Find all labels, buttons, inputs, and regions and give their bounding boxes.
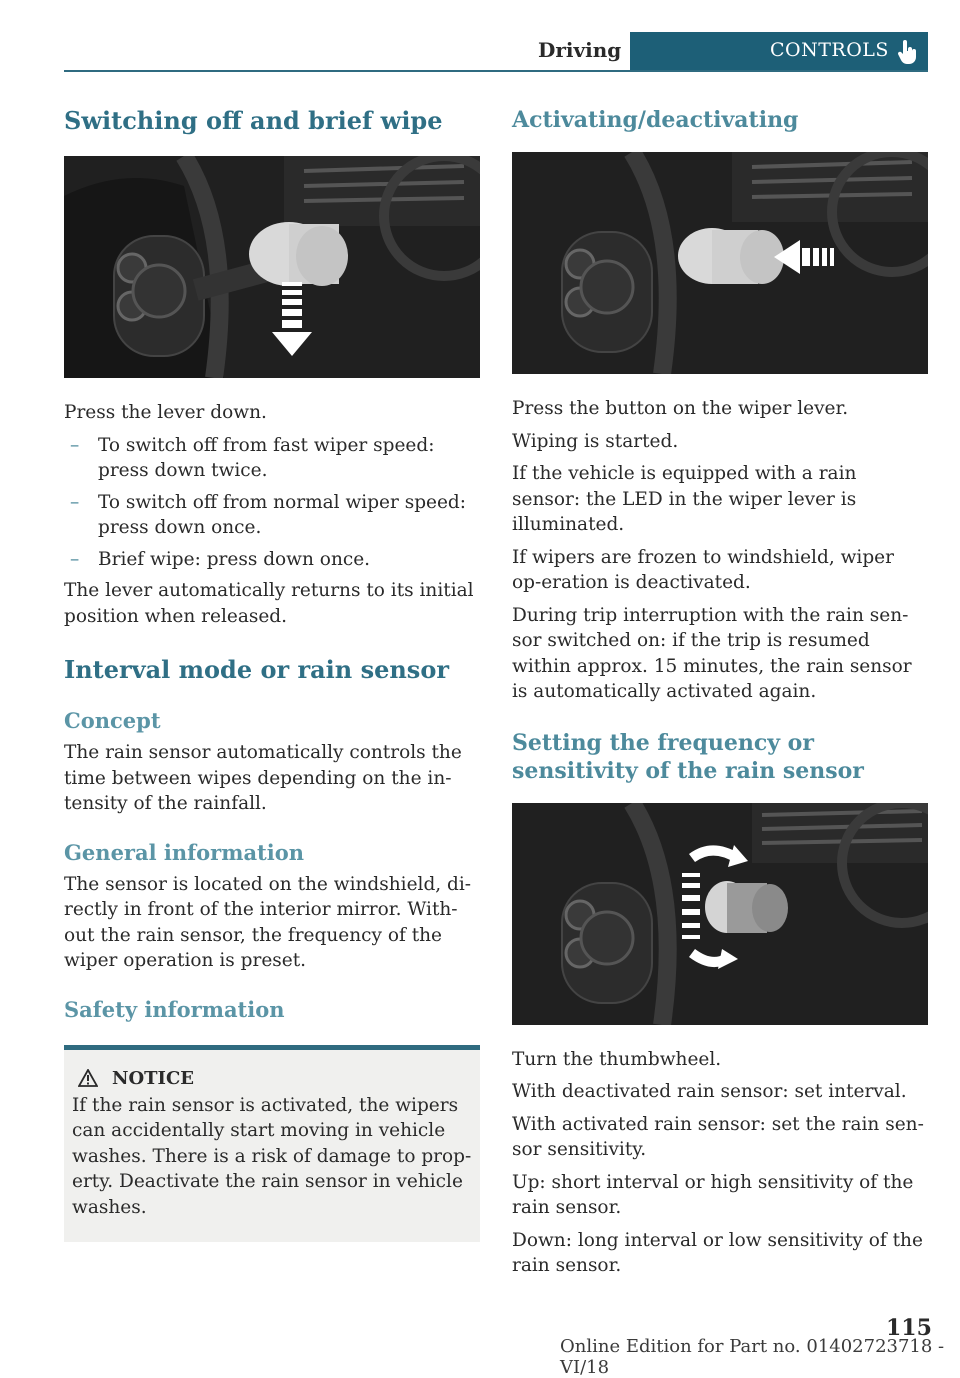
concept-text: The rain sensor automatically controls the time between wipes depending on the in-tensity of the rainfall. — [64, 742, 462, 814]
lever-down-illustration — [64, 156, 480, 378]
safety-info-heading: Safety information — [64, 996, 285, 1022]
activating-heading: Activating/deactivating — [512, 107, 799, 133]
header-chapter-label: CONTROLS — [770, 39, 889, 61]
hand-pointer-icon — [896, 40, 918, 64]
list-item-text: To switch off from fast wiper speed: press down twice. — [98, 434, 435, 481]
notice-box — [64, 1045, 480, 1243]
notice-label: NOTICE — [112, 1067, 194, 1089]
list-item — [64, 433, 480, 484]
section-title-brief-wipe: Switching off and brief wipe — [64, 106, 443, 135]
left-column — [64, 100, 480, 1242]
list-item-text: Brief wipe: press down once. — [98, 548, 371, 570]
para-lever-returns: The lever automatically returns to its initial position when released. — [64, 580, 474, 627]
warning-triangle-icon — [78, 1069, 98, 1087]
thumbwheel-illustration — [512, 803, 928, 1025]
header-section: Driving — [538, 38, 622, 62]
dash-bullet: – — [70, 434, 80, 456]
freq-para: With activated rain sensor: set the rain sen-sor sensitivity. — [512, 1113, 924, 1160]
para-lever-down: Press the lever down. — [64, 402, 267, 423]
freq-para: Up: short interval or high sensitivity of the rain sensor. — [512, 1171, 914, 1218]
act-para: During trip interruption with the rain sen-sor switched on: if the trip is resumed within approx. 15 minutes, the rain sensor is automatically activated again. — [512, 604, 912, 702]
act-para: If wipers are frozen to windshield, wiper op-eration is deactivated. — [512, 546, 894, 593]
dash-bullet: – — [70, 548, 80, 570]
lever-down-list — [64, 433, 480, 573]
notice-text: If the rain sensor is activated, the wipers can accidentally start moving in vehicle washes. There is a risk of damage to prop-erty. Deactivate the rain sensor in vehicle washes. — [72, 1094, 472, 1218]
list-item-text: To switch off from normal wiper speed: press down once. — [98, 491, 467, 538]
page-number: 115 — [886, 1315, 932, 1341]
act-para: If the vehicle is equipped with a rain sensor: the LED in the wiper lever is illuminated. — [512, 463, 857, 535]
list-item — [64, 490, 480, 541]
freq-para: With deactivated rain sensor: set interval. — [512, 1081, 907, 1102]
freq-para: Turn the thumbwheel. — [512, 1048, 722, 1070]
right-column — [512, 100, 928, 1286]
freq-para: Down: long interval or low sensitivity of the rain sensor. — [512, 1229, 923, 1276]
section-title-interval: Interval mode or rain sensor — [64, 655, 449, 684]
act-para: Press the button on the wiper lever. — [512, 398, 849, 419]
dash-bullet: – — [70, 491, 80, 513]
general-info-text: The sensor is located on the windshield, di-rectly in front of the interior mirror. With-out the rain sensor, the frequency of the wiper operation is preset. — [64, 873, 472, 971]
header-chapter-tab — [630, 32, 928, 70]
act-para: Wiping is started. — [512, 430, 679, 452]
list-item — [64, 547, 480, 573]
header-rule — [64, 70, 928, 72]
notice-header — [78, 1068, 472, 1089]
edition-footer: Online Edition for Part no. 01402723718 - VI/18 — [560, 1336, 945, 1378]
concept-heading: Concept — [64, 708, 161, 733]
general-info-heading: General information — [64, 839, 305, 865]
button-press-illustration — [512, 152, 928, 374]
frequency-heading: Setting the frequency or sensitivity of the rain sensor — [512, 729, 864, 784]
